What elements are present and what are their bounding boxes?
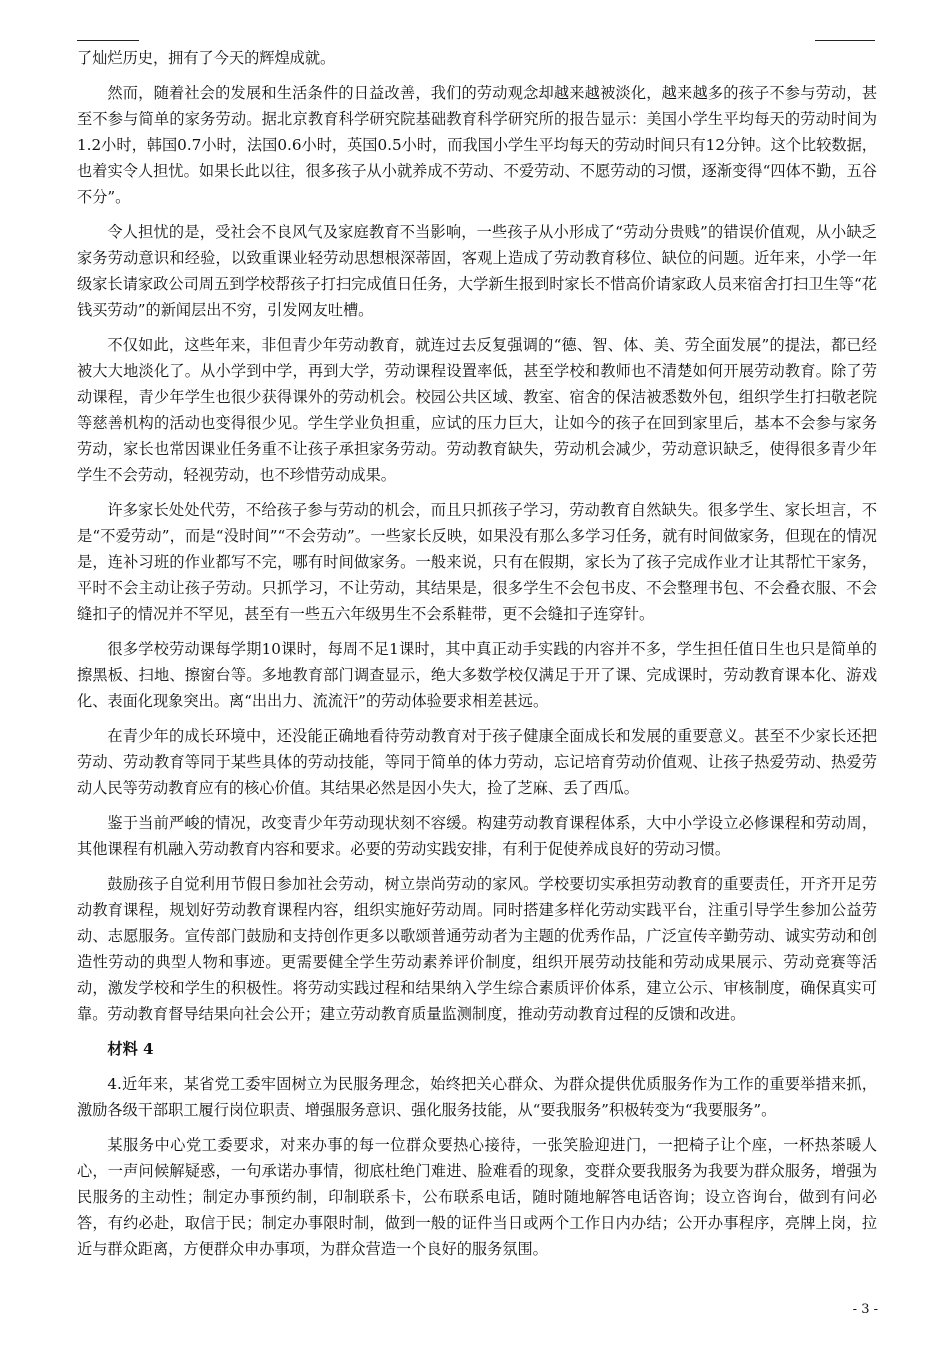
page-number: - 3 - [852,1302,878,1317]
paragraph: 很多学校劳动课每学期10课时，每周不足1课时，其中真正动手实践的内容并不多，学生担任值日生也只是简单的擦黑板、扫地、擦窗台等。多地教育部门调查显示，绝大多数学校仅满足于开了课、完成课时，劳动教育课本化、游戏化、表面化现象突出。离“出出力、流流汗”的劳动体验要求相差甚远。 [77,640,877,710]
paragraph: 然而，随着社会的发展和生活条件的日益改善，我们的劳动观念却越来越被淡化，越来越多的孩子不参与劳动，甚至不参与简单的家务劳动。据北京教育科学研究院基础教育科学研究所的报告显示：美国小学生平均每天的劳动时间为1.2小时，韩国0.7小时，法国0.6小时，英国0.5小时，而我国小学生平均每天的劳动时间只有12分钟。这个比较数据，也着实令人担忧。如果长此以往，很多孩子从小就养成不劳动、不爱劳动、不愿劳动的习惯，逐渐变得“四体不勤，五谷不分”。 [77,84,877,206]
paragraph: 令人担忧的是，受社会不良风气及家庭教育不当影响，一些孩子从小形成了“劳动分贵贱”的错误价值观，从小缺乏家务劳动意识和经验，以致重课业轻劳动思想根深蒂固，客观上造成了劳动教育移位、缺位的问题。近年来，小学一年级家长请家政公司周五到学校帮孩子打扫完成值日任务，大学新生报到时家长不惜高价请家政人员来宿舍打扫卫生等“花钱买劳动”的新闻层出不穷，引发网友吐槽。 [77,223,877,319]
header-rule-left [77,40,139,41]
document-body [77,45,877,1271]
section-heading: 材料 4 [107,1040,154,1058]
paragraph: 在青少年的成长环境中，还没能正确地看待劳动教育对于孩子健康全面成长和发展的重要意义。甚至不少家长还把劳动、劳动教育等同于某些具体的劳动技能，等同于简单的体力劳动，忘记培育劳动价值观、让孩子热爱劳动、热爱劳动人民等劳动教育应有的核心价值。其结果必然是因小失大，捡了芝麻、丢了西瓜。 [77,727,877,797]
paragraph: 了灿烂历史，拥有了今天的辉煌成就。 [77,49,336,67]
paragraph: 许多家长处处代劳，不给孩子参与劳动的机会，而且只抓孩子学习，劳动教育自然缺失。很多学生、家长坦言，不是“不爱劳动”，而是“没时间”“不会劳动”。一些家长反映，如果没有那么多学习任务，就有时间做家务，但现在的情况是，连补习班的作业都写不完，哪有时间做家务。一般来说，只有在假期，家长为了孩子完成作业才让其帮忙干家务，平时不会主动让孩子劳动。只抓学习，不让劳动，其结果是，很多学生不会包书皮、不会整理书包、不会叠衣服、不会缝扣子的情况并不罕见，甚至有一些五六年级男生不会系鞋带，更不会缝扣子连穿针。 [77,501,877,623]
header-rule-right [815,40,875,41]
paragraph: 不仅如此，这些年来，非但青少年劳动教育，就连过去反复强调的“德、智、体、美、劳全面发展”的提法，都已经被大大地淡化了。从小学到中学，再到大学，劳动课程设置率低，甚至学校和教师也不清楚如何开展劳动教育。除了劳动课程，青少年学生也很少获得课外的劳动机会。校园公共区域、教室、宿舍的保洁被悉数外包，组织学生打扫敬老院等慈善机构的活动也变得很少见。学生学业负担重，应试的压力巨大，让如今的孩子在回到家里后，基本不会参与家务劳动，家长也常因课业任务重不让孩子承担家务劳动。劳动教育缺失，劳动机会减少，劳动意识缺乏，使得很多青少年学生不会劳动，轻视劳动，也不珍惜劳动成果。 [77,336,877,484]
paragraph: 4.近年来，某省党工委牢固树立为民服务理念，始终把关心群众、为群众提供优质服务作为工作的重要举措来抓，激励各级干部职工履行岗位职责、增强服务意识、强化服务技能，从“要我服务”积极转变为“我要服务”。 [77,1075,877,1119]
paragraph: 某服务中心党工委要求，对来办事的每一位群众要热心接待，一张笑脸迎进门，一把椅子让个座，一杯热茶暖人心，一声问候解疑惑，一句承诺办事情，彻底杜绝门难进、脸难看的现象，变群众要我服务为我要为群众服务，增强为民服务的主动性；制定办事预约制，印制联系卡，公布联系电话，随时随地解答电话咨询；设立咨询台，做到有问必答，有约必赴，取信于民；制定办事限时制，做到一般的证件当日或两个工作日内办结；公开办事程序，亮牌上岗，拉近与群众距离，方便群众申办事项，为群众营造一个良好的服务氛围。 [77,1136,877,1258]
paragraph: 鉴于当前严峻的情况，改变青少年劳动现状刻不容缓。构建劳动教育课程体系，大中小学设立必修课程和劳动周，其他课程有机融入劳动教育内容和要求。必要的劳动实践安排，有利于促使养成良好的劳动习惯。 [77,814,877,858]
paragraph: 鼓励孩子自觉利用节假日参加社会劳动，树立崇尚劳动的家风。学校要切实承担劳动教育的重要责任，开齐开足劳动教育课程，规划好劳动教育课程内容，组织实施好劳动周。同时搭建多样化劳动实践平台，注重引导学生参加公益劳动、志愿服务。宣传部门鼓励和支持创作更多以歌颂普通劳动者为主题的优秀作品，广泛宣传辛勤劳动、诚实劳动和创造性劳动的典型人物和事迹。更需要健全学生劳动素养评价制度，组织开展劳动技能和劳动成果展示、劳动竞赛等活动，激发学校和学生的积极性。将劳动实践过程和结果纳入学生综合素质评价体系，建立公示、审核制度，确保真实可靠。劳动教育督导结果向社会公开；建立劳动教育质量监测制度，推动劳动教育过程的反馈和改进。 [77,875,877,1023]
